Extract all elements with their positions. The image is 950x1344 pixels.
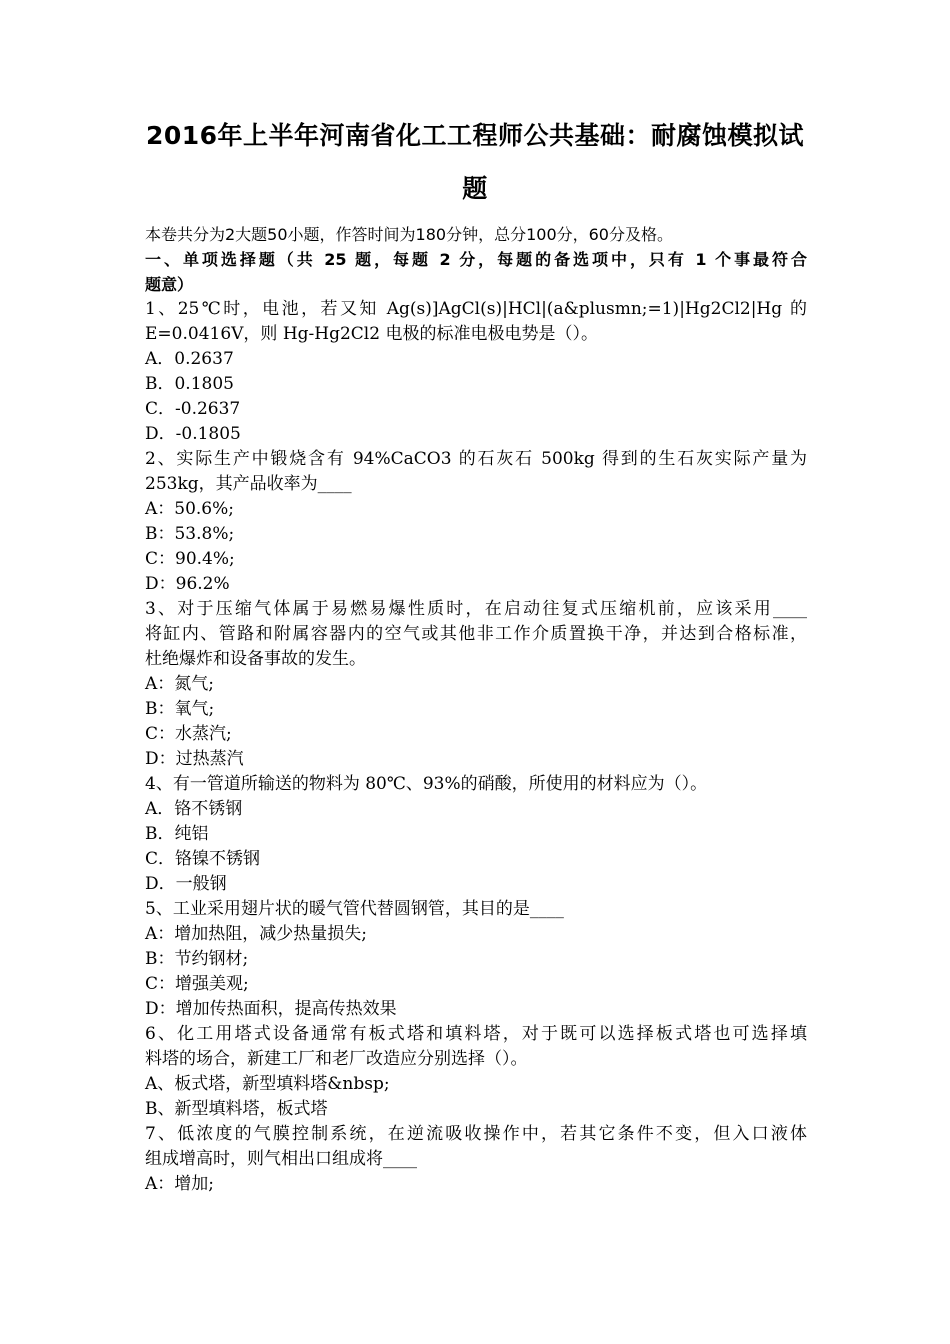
question-1 [145,297,807,447]
section-heading-line-2: 题意） [145,275,194,294]
answer-option: B．纯铝 [145,824,209,844]
answer-option: A．0.2637 [145,349,234,369]
question-text-line: 1、25℃时，电池，若又知 Ag(s)]AgCl(s)|HCl|(a&plusmn;=1)|Hg2Cl2|Hg 的 [145,299,807,319]
question-text-line: 组成增高时，则气相出口组成将____ [145,1149,417,1169]
question-text-line: 料塔的场合，新建工厂和老厂改造应分别选择（）。 [145,1049,528,1069]
answer-option: A：氮气; [145,674,215,694]
question-2 [145,447,807,597]
answer-option: B．0.1805 [145,374,234,394]
document-title-line-1: 2016年上半年河南省化工工程师公共基础：耐腐蚀模拟试 [145,121,805,150]
answer-option: C：水蒸汽; [145,724,232,744]
answer-option: A．铬不锈钢 [145,799,243,819]
answer-option: D：过热蒸汽 [145,749,244,769]
answer-option: B：氧气; [145,699,215,719]
answer-option: A：增加热阻，减少热量损失; [145,924,368,944]
question-text-line: E=0.0416V，则 Hg-Hg2Cl2 电极的标准电极电势是（）。 [145,324,598,344]
answer-option: C．-0.2637 [145,399,241,419]
document-body [145,222,807,1197]
answer-option: D：增加传热面积，提高传热效果 [145,999,397,1019]
question-text-line: 2、实际生产中锻烧含有 94%CaCO3 的石灰石 500kg 得到的生石灰实际产量为 [145,449,807,469]
question-text-line: 将缸内、管路和附属容器内的空气或其他非工作介质置换干净，并达到合格标准， [145,624,807,644]
question-5 [145,897,807,1022]
answer-option: D：96.2% [145,574,230,594]
question-text-line: 3、对于压缩气体属于易燃易爆性质时，在启动往复式压缩机前，应该采用____ [145,599,807,619]
answer-option: B：53.8%; [145,524,235,544]
answer-option: D．-0.1805 [145,424,241,444]
answer-option: C：90.4%; [145,549,235,569]
question-text-line: 杜绝爆炸和设备事故的发生。 [145,649,366,669]
answer-option: A：50.6%; [145,499,235,519]
question-3 [145,597,807,772]
question-text-line: 7、低浓度的气膜控制系统，在逆流吸收操作中，若其它条件不变，但入口液体 [145,1124,807,1144]
question-4 [145,772,807,897]
answer-option: B：节约钢材; [145,949,249,969]
question-text-line: 5、工业采用翅片状的暖气管代替圆钢管，其目的是____ [145,899,564,919]
answer-option: D．一般钢 [145,874,227,894]
question-text-line: 253kg，其产品收率为____ [145,474,352,494]
question-6 [145,1022,807,1122]
section-heading-line-1: 一、单项选择题（共 25 题，每题 2 分，每题的备选项中，只有 1 个事最符合 [145,250,807,269]
answer-option: A：增加; [145,1174,215,1194]
exam-intro: 本卷共分为2大题50小题，作答时间为180分钟，总分100分，60分及格。 [145,225,673,244]
answer-option: C：增强美观; [145,974,249,994]
document-title-line-2: 题 [462,174,488,203]
answer-option: C．铬镍不锈钢 [145,849,261,869]
question-text-line: 4、有一管道所输送的物料为 80℃、93%的硝酸，所使用的材料应为（）。 [145,774,708,794]
question-text-line: 6、化工用塔式设备通常有板式塔和填料塔，对于既可以选择板式塔也可选择填 [145,1024,807,1044]
answer-option: B、新型填料塔，板式塔 [145,1099,328,1119]
answer-option: A、板式塔，新型填料塔&nbsp; [145,1074,390,1094]
question-7 [145,1122,807,1197]
